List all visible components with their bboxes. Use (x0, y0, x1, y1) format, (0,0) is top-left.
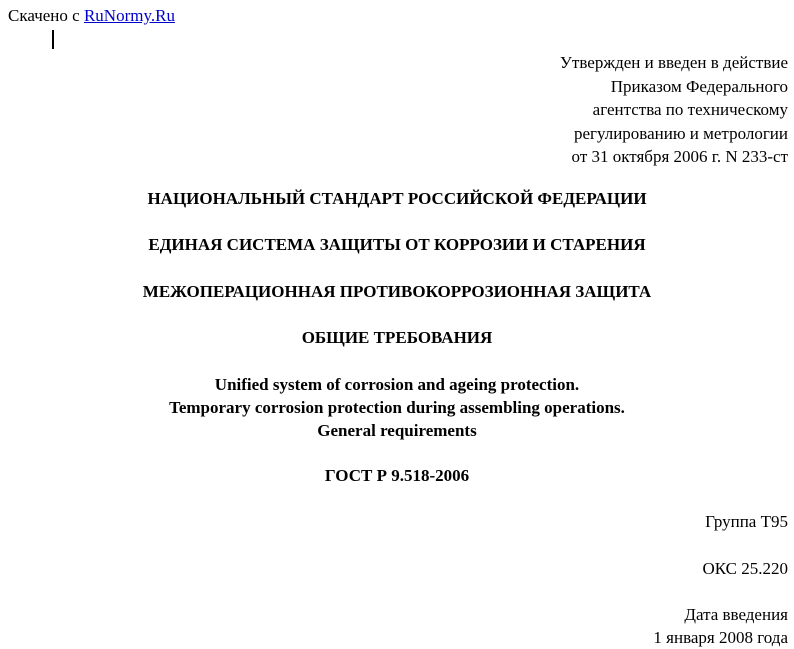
approval-line: от 31 октября 2006 г. N 233-ст (571, 147, 788, 166)
english-title-line: General requirements (317, 421, 477, 440)
english-title-line: Temporary corrosion protection during assembling operations. (169, 398, 625, 417)
approval-line: Утвержден и введен в действие (559, 53, 788, 72)
approval-line: агентства по техническому (592, 100, 788, 119)
approval-line: Приказом Федерального (610, 76, 788, 96)
english-title-line: Unified system of corrosion and ageing protection. (214, 375, 580, 394)
subject-heading: МЕЖОПЕРАЦИОННАЯ ПРОТИВОКОРРОЗИОННАЯ ЗАЩИТА (142, 282, 652, 301)
system-heading: ЕДИНАЯ СИСТЕМА ЗАЩИТЫ ОТ КОРРОЗИИ И СТАРЕНИЯ (148, 235, 646, 254)
text-cursor (52, 30, 54, 49)
group-code: Группа Т95 (705, 512, 788, 531)
introduction-date-value: 1 января 2008 года (653, 628, 788, 647)
download-source-prefix: Скачено с (8, 6, 84, 25)
national-standard-heading: НАЦИОНАЛЬНЫЙ СТАНДАРТ РОССИЙСКОЙ ФЕДЕРАЦИИ (147, 189, 647, 208)
approval-line: регулированию и метрологии (573, 123, 788, 143)
requirements-heading: ОБЩИЕ ТРЕБОВАНИЯ (301, 328, 493, 347)
oks-code: ОКС 25.220 (702, 559, 788, 578)
approval-block (560, 51, 788, 169)
standard-designation: ГОСТ Р 9.518-2006 (324, 466, 470, 485)
introduction-date-block (653, 603, 788, 649)
introduction-date-label: Дата введения (684, 605, 788, 624)
english-title (0, 373, 794, 442)
download-source-note (8, 6, 175, 26)
runormy-link[interactable]: RuNormy.Ru (83, 6, 175, 25)
